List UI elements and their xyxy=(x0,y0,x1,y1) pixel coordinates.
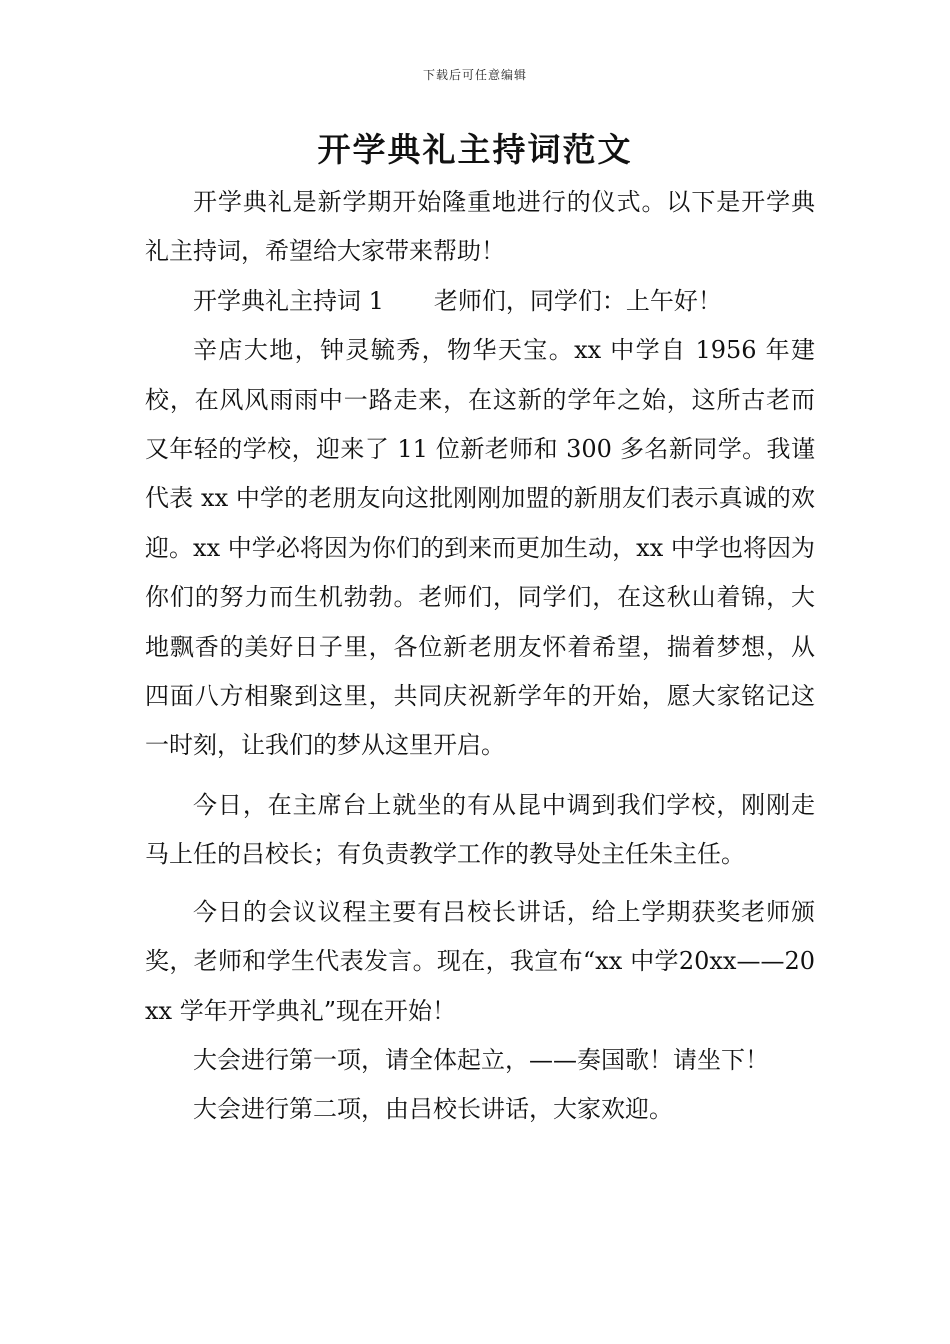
intro-paragraph: 开学典礼是新学期开始隆重地进行的仪式。以下是开学典礼主持词，希望给大家带来帮助！ xyxy=(145,188,815,266)
paragraph-item-two: 大会进行第二项，由吕校长讲话，大家欢迎。 xyxy=(193,1095,673,1124)
section-label: 开学典礼主持词 1 xyxy=(193,286,384,315)
header-note: 下载后可任意编辑 xyxy=(422,68,527,82)
paragraph-opening: 辛店大地，钟灵毓秀，物华天宝。xx 中学自 1956 年建校，在风风雨雨中一路走来，在这新的学年之始，这所古老而又年轻的学校，迎来了 11 位新老师和 300 多名新同学。我谨代表 xx 中学的老朋友向这批刚刚加盟的新朋友们表示真诚的欢迎。xx 中学必将因为你们的到来而更加生动，xx 中学也将因为你们的努力而生机勃勃。老师们，同学们，在这秋山着锦，大地飘香的美好日子里，各位新老朋友怀着希望，揣着梦想，从四面八方相聚到这里，共同庆祝新学年的开始，愿大家铭记这一时刻，让我们的梦从这里开启。 xyxy=(145,336,815,760)
section-heading-row xyxy=(145,277,815,326)
document-body xyxy=(145,178,815,1135)
paragraph-agenda: 今日的会议议程主要有吕校长讲话，给上学期获奖老师颁奖，老师和学生代表发言。现在，我宣布“xx 中学20xx——20xx 学年开学典礼”现在开始！ xyxy=(145,897,815,1025)
document-title: 开学典礼主持词范文 xyxy=(317,130,633,169)
paragraph-guests: 今日，在主席台上就坐的有从昆中调到我们学校，刚刚走马上任的吕校长；有负责教学工作的教导处主任朱主任。 xyxy=(145,790,815,869)
paragraph-item-one: 大会进行第一项，请全体起立，——奏国歌！请坐下！ xyxy=(193,1045,769,1074)
greeting-text: 老师们，同学们：上午好！ xyxy=(433,286,722,315)
